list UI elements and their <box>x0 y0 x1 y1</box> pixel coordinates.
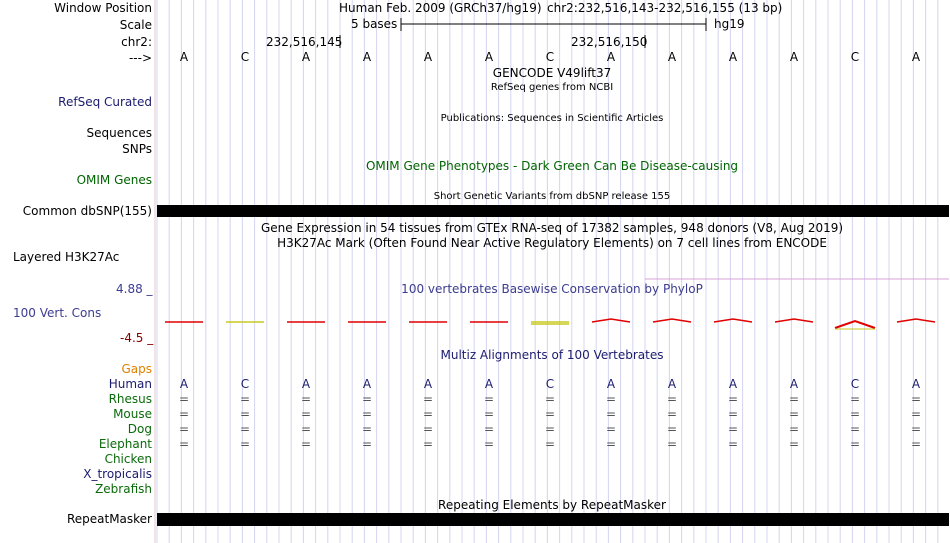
species-label[interactable]: Zebrafish <box>95 482 152 496</box>
position-readout: chr2:232,516,143-232,516,155 (13 bp) <box>547 1 783 15</box>
aligned-base: C <box>240 377 250 391</box>
alignment-match: = <box>239 422 251 436</box>
alignment-match: = <box>361 437 373 451</box>
conservation-peak <box>835 321 875 328</box>
window-position-label: Window Position <box>54 1 152 15</box>
alignment-match: = <box>422 392 434 406</box>
coordinate-label-1: 232,516,145 <box>266 35 343 49</box>
base-letter: C <box>240 50 250 64</box>
alignment-match: = <box>788 407 800 421</box>
alignment-match: = <box>178 422 190 436</box>
alignment-match: = <box>544 407 556 421</box>
base-letter: C <box>850 50 860 64</box>
alignment-match: = <box>178 392 190 406</box>
alignment-match: = <box>483 407 495 421</box>
alignment-match: = <box>910 392 922 406</box>
alignment-match: = <box>544 392 556 406</box>
base-letter: A <box>301 50 311 64</box>
alignment-match: = <box>483 422 495 436</box>
coordinate-label-2: 232,516,150 <box>571 35 648 49</box>
alignment-match: = <box>361 422 373 436</box>
base-letter: C <box>545 50 555 64</box>
alignment-match: = <box>605 422 617 436</box>
gaps-label[interactable]: Gaps <box>121 362 152 376</box>
alignment-match: = <box>788 437 800 451</box>
aligned-base: A <box>423 377 433 391</box>
conservation-peak <box>714 319 752 322</box>
refseq-track-subtitle: RefSeq genes from NCBI <box>490 82 614 93</box>
conservation-peak <box>775 319 813 322</box>
alignment-match: = <box>300 437 312 451</box>
assembly-title: Human Feb. 2009 (GRCh37/hg19) <box>339 1 542 15</box>
omim-genes-label[interactable]: OMIM Genes <box>76 173 152 187</box>
alignment-match: = <box>544 422 556 436</box>
base-letter: A <box>667 50 677 64</box>
alignment-match: = <box>727 422 739 436</box>
dbsnp-track-title: Short Genetic Variants from dbSNP release 155 <box>433 191 671 202</box>
conservation-track-label[interactable]: 100 Vert. Cons <box>13 306 102 320</box>
alignment-match: = <box>544 437 556 451</box>
base-letter: A <box>728 50 738 64</box>
aligned-base: A <box>301 377 311 391</box>
alignment-match: = <box>788 422 800 436</box>
aligned-base: C <box>545 377 555 391</box>
alignment-match: = <box>422 407 434 421</box>
gencode-track-title: GENCODE V49lift37 <box>492 66 612 80</box>
alignment-match: = <box>666 437 678 451</box>
conservation-track-title: 100 vertebrates Basewise Conservation by PhyloP <box>401 282 703 296</box>
species-label[interactable]: X_tropicalis <box>83 467 152 481</box>
dbsnp-track-bar[interactable] <box>157 205 949 217</box>
aligned-base: A <box>362 377 372 391</box>
alignment-match: = <box>666 422 678 436</box>
alignment-match: = <box>605 407 617 421</box>
snps-label[interactable]: SNPs <box>122 142 152 156</box>
layered-h3k27ac-label[interactable]: Layered H3K27Ac <box>13 250 120 264</box>
alignment-match: = <box>300 392 312 406</box>
repeatmasker-label[interactable]: RepeatMasker <box>66 512 152 526</box>
alignment-match: = <box>361 407 373 421</box>
aligned-base: A <box>484 377 494 391</box>
alignment-match: = <box>483 392 495 406</box>
alignment-match: = <box>361 392 373 406</box>
alignment-match: = <box>483 437 495 451</box>
alignment-match: = <box>849 407 861 421</box>
alignment-match: = <box>727 392 739 406</box>
aligned-base: A <box>179 377 189 391</box>
aligned-base: A <box>789 377 799 391</box>
alignment-match: = <box>666 407 678 421</box>
repeatmasker-track-title: Repeating Elements by RepeatMasker <box>438 498 666 512</box>
alignment-match: = <box>727 407 739 421</box>
alignment-match: = <box>788 392 800 406</box>
omim-track-title: OMIM Gene Phenotypes - Dark Green Can Be Disease-causing <box>365 159 739 173</box>
species-label[interactable]: Human <box>108 377 152 391</box>
species-label[interactable]: Dog <box>127 422 152 436</box>
species-label[interactable]: Rhesus <box>108 392 152 406</box>
scale-label: Scale <box>119 18 152 32</box>
alignment-match: = <box>422 437 434 451</box>
alignment-match: = <box>910 437 922 451</box>
alignment-match: = <box>239 437 251 451</box>
alignment-match: = <box>300 422 312 436</box>
alignment-match: = <box>666 392 678 406</box>
sequences-label[interactable]: Sequences <box>86 126 152 140</box>
alignment-match: = <box>178 407 190 421</box>
alignment-match: = <box>178 437 190 451</box>
alignment-match: = <box>910 407 922 421</box>
base-letter: A <box>362 50 372 64</box>
common-dbsnp-label[interactable]: Common dbSNP(155) <box>22 204 152 218</box>
aligned-base: A <box>667 377 677 391</box>
alignment-match: = <box>849 392 861 406</box>
alignment-match: = <box>605 392 617 406</box>
aligned-base: C <box>850 377 860 391</box>
alignment-match: = <box>605 437 617 451</box>
aligned-base: A <box>911 377 921 391</box>
alignment-match: = <box>849 437 861 451</box>
alignment-match: = <box>910 422 922 436</box>
gtex-track-title: Gene Expression in 54 tissues from GTEx RNA-seq of 17382 samples, 948 donors (V8, Aug 2019) <box>260 221 844 235</box>
species-label[interactable]: Chicken <box>104 452 152 466</box>
base-letter: A <box>789 50 799 64</box>
conservation-max-label: 4.88 _ <box>116 282 153 296</box>
alignment-match: = <box>239 392 251 406</box>
conservation-peak <box>592 319 630 322</box>
alignment-match: = <box>300 407 312 421</box>
species-label[interactable]: Mouse <box>113 407 152 421</box>
multiz-track-title: Multiz Alignments of 100 Vertebrates <box>440 348 664 362</box>
base-letter: A <box>484 50 494 64</box>
species-label[interactable]: Elephant <box>98 437 152 451</box>
refseq-curated-label[interactable]: RefSeq Curated <box>58 95 152 109</box>
strand-label: ---> <box>128 51 152 65</box>
scale-db-text: hg19 <box>714 17 745 31</box>
conservation-peak <box>897 319 935 322</box>
scale-bases-text: 5 bases <box>351 17 398 31</box>
base-letter: A <box>423 50 433 64</box>
base-letter: A <box>606 50 616 64</box>
base-letter: A <box>911 50 921 64</box>
conservation-min-label: -4.5 _ <box>120 331 154 345</box>
alignment-match: = <box>422 422 434 436</box>
alignment-match: = <box>849 422 861 436</box>
aligned-base: A <box>606 377 616 391</box>
publications-track-title: Publications: Sequences in Scientific Articles <box>440 113 664 124</box>
base-letter: A <box>179 50 189 64</box>
alignment-match: = <box>727 437 739 451</box>
alignment-match: = <box>239 407 251 421</box>
conservation-peak <box>653 319 691 322</box>
chrom-label: chr2: <box>121 35 152 49</box>
repeatmasker-track-bar[interactable] <box>157 513 949 526</box>
aligned-base: A <box>728 377 738 391</box>
h3k27ac-track-title: H3K27Ac Mark (Often Found Near Active Regulatory Elements) on 7 cell lines from ENCODE <box>277 236 827 250</box>
